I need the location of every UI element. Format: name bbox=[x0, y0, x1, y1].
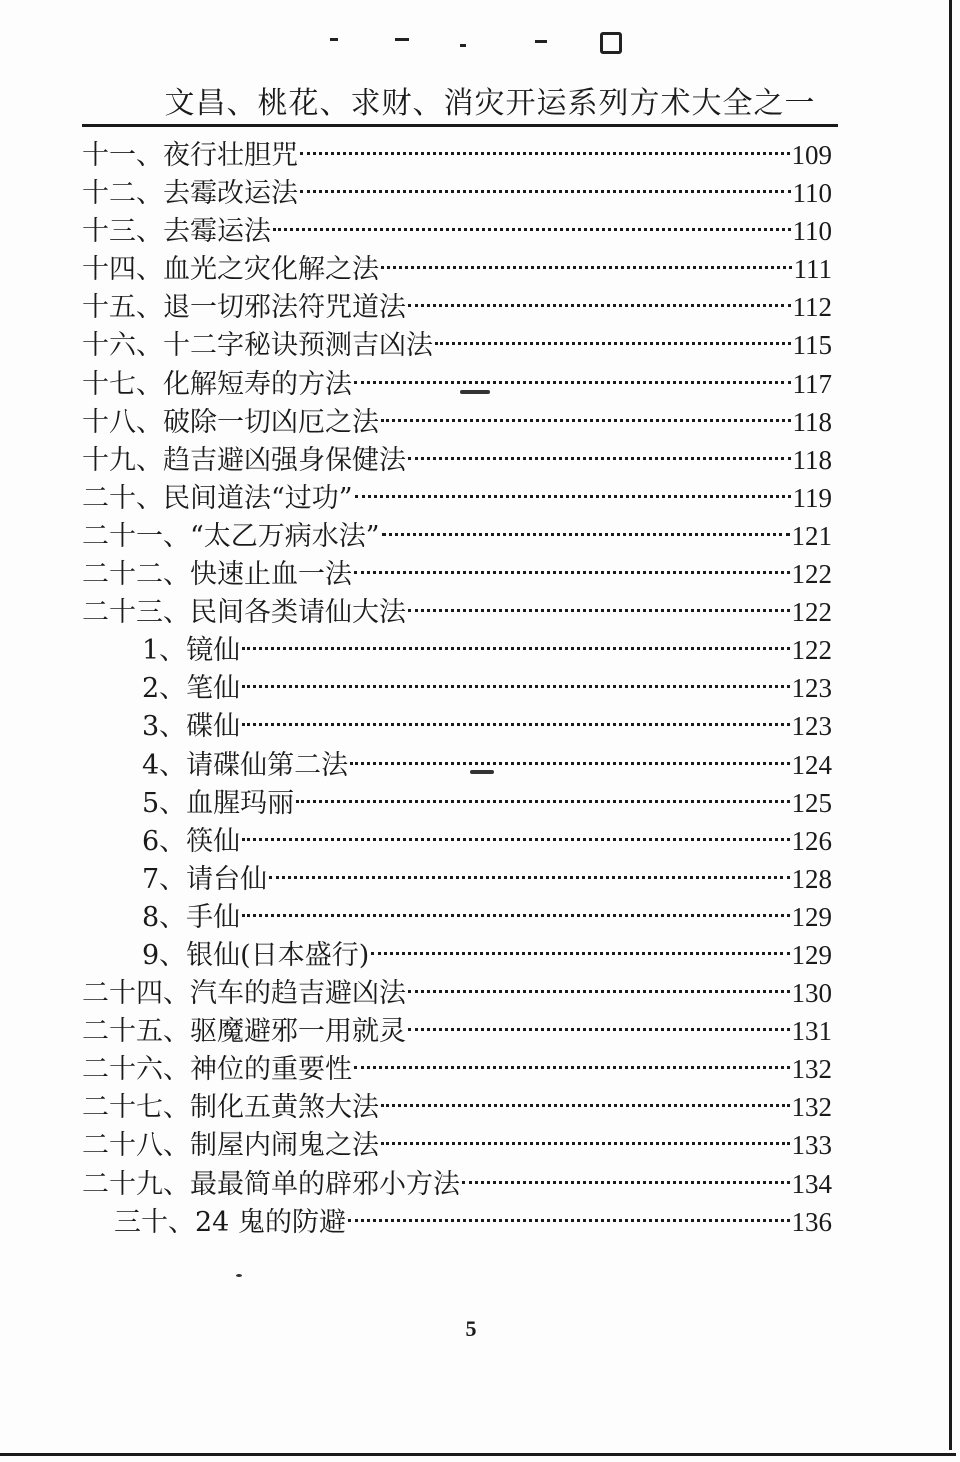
toc-entry bbox=[82, 441, 832, 479]
toc-entry bbox=[82, 326, 832, 364]
toc-entry bbox=[82, 288, 832, 326]
toc-dot-leader bbox=[242, 723, 789, 726]
toc-dot-leader bbox=[350, 762, 789, 765]
toc-entry-title: 十三、去霉运法 bbox=[82, 216, 271, 248]
toc-entry-title: 5、血腥玛丽 bbox=[142, 787, 295, 819]
toc-dot-leader bbox=[242, 838, 789, 841]
toc-dot-leader bbox=[348, 1219, 790, 1222]
toc-entry bbox=[82, 1165, 832, 1203]
toc-entry-title: 三十、24 鬼的防避 bbox=[114, 1206, 346, 1238]
toc-dot-leader bbox=[408, 990, 790, 993]
toc-entry bbox=[82, 746, 832, 784]
toc-dot-leader bbox=[408, 609, 790, 612]
toc-entry-title: 十五、退一切邪法符咒道法 bbox=[82, 292, 406, 324]
scan-speck bbox=[470, 770, 494, 774]
toc-entry bbox=[82, 517, 832, 555]
toc-entry bbox=[82, 1126, 832, 1164]
toc-dot-leader bbox=[296, 800, 789, 803]
toc-entry bbox=[82, 1050, 832, 1088]
toc-entry-title: 十一、夜行壮胆咒 bbox=[82, 140, 298, 171]
toc-dot-leader bbox=[242, 647, 789, 650]
toc-entry-page: 122 bbox=[791, 597, 832, 628]
toc-entry-title: 2、笔仙 bbox=[142, 673, 241, 705]
toc-entry bbox=[82, 974, 832, 1012]
toc-entry-page: 128 bbox=[791, 863, 832, 894]
toc-dot-leader bbox=[355, 495, 791, 498]
toc-entry bbox=[82, 860, 832, 898]
toc-entry-title: 十四、血光之灾化解之法 bbox=[82, 254, 379, 286]
toc-entry-page: 112 bbox=[792, 292, 832, 323]
toc-entry-title: 二十九、最最简单的辟邪小方法 bbox=[82, 1168, 460, 1200]
toc-dot-leader bbox=[381, 1142, 790, 1145]
toc-dot-leader bbox=[462, 1181, 790, 1184]
toc-entry-title: 十七、化解短寿的方法 bbox=[82, 368, 352, 400]
toc-entry-title: 7、请台仙 bbox=[142, 863, 268, 895]
toc-entry-title: 二十、民间道法“过功” bbox=[82, 482, 353, 514]
toc-entry-page: 111 bbox=[793, 254, 832, 285]
toc-dot-leader bbox=[381, 1104, 790, 1107]
toc-dot-leader bbox=[300, 152, 790, 155]
toc-entry bbox=[82, 669, 832, 707]
toc-entry-title: 6、筷仙 bbox=[142, 825, 241, 857]
toc-entry-page: 122 bbox=[791, 559, 832, 590]
toc-entry bbox=[82, 1088, 832, 1126]
scan-speck bbox=[460, 390, 490, 394]
toc-entry-page: 133 bbox=[791, 1130, 832, 1161]
toc-entry-title: 二十六、神位的重要性 bbox=[82, 1054, 352, 1086]
toc-entry-page: 129 bbox=[791, 901, 832, 932]
toc-entry bbox=[82, 250, 832, 288]
toc-entry-title: 二十一、“太乙万病水法” bbox=[82, 520, 380, 552]
toc-entry bbox=[82, 403, 832, 441]
toc-entry-page: 123 bbox=[791, 711, 832, 742]
toc-entry bbox=[82, 593, 832, 631]
toc-entry-page: 110 bbox=[792, 178, 832, 209]
toc-entry bbox=[82, 1012, 832, 1050]
toc-entry-page: 132 bbox=[791, 1054, 832, 1085]
toc-entry-page: 118 bbox=[792, 406, 832, 437]
table-of-contents bbox=[82, 136, 832, 1241]
page-edge-right bbox=[949, 0, 952, 1450]
toc-entry-page: 129 bbox=[791, 939, 832, 970]
toc-dot-leader bbox=[408, 457, 791, 460]
toc-entry-title: 十六、十二字秘诀预测吉凶法 bbox=[82, 330, 433, 362]
toc-entry-title: 8、手仙 bbox=[142, 901, 241, 933]
toc-entry-title: 4、请碟仙第二法 bbox=[142, 749, 349, 781]
toc-entry-title: 3、碟仙 bbox=[142, 711, 241, 743]
toc-entry bbox=[82, 898, 832, 936]
toc-dot-leader bbox=[371, 952, 789, 955]
toc-dot-leader bbox=[354, 1066, 790, 1069]
toc-entry-page: 136 bbox=[791, 1206, 832, 1237]
toc-entry-page: 121 bbox=[791, 520, 832, 551]
toc-dot-leader bbox=[408, 304, 791, 307]
toc-entry bbox=[82, 1203, 832, 1241]
toc-entry bbox=[82, 707, 832, 745]
toc-dot-leader bbox=[381, 266, 792, 269]
toc-entry-title: 二十三、民间各类请仙大法 bbox=[82, 597, 406, 629]
toc-dot-leader bbox=[269, 876, 789, 879]
toc-dot-leader bbox=[300, 190, 791, 193]
toc-entry-page: 132 bbox=[791, 1092, 832, 1123]
toc-entry-page: 122 bbox=[791, 635, 832, 666]
toc-entry-page: 131 bbox=[791, 1016, 832, 1047]
toc-dot-leader bbox=[354, 571, 790, 574]
toc-entry-title: 9、银仙(日本盛行) bbox=[142, 939, 370, 971]
toc-entry-title: 十九、趋吉避凶强身保健法 bbox=[82, 444, 406, 476]
toc-dot-leader bbox=[242, 914, 789, 917]
toc-entry-title: 1、镜仙 bbox=[142, 635, 241, 667]
toc-entry-page: 109 bbox=[791, 140, 832, 170]
toc-entry-page: 115 bbox=[792, 330, 832, 361]
toc-entry-title: 二十四、汽车的趋吉避凶法 bbox=[82, 978, 406, 1010]
toc-entry bbox=[82, 822, 832, 860]
header-rule bbox=[82, 124, 838, 127]
toc-entry bbox=[82, 174, 832, 212]
toc-dot-leader bbox=[382, 533, 790, 536]
toc-entry-title: 二十八、制屋内闹鬼之法 bbox=[82, 1130, 379, 1162]
toc-entry-title: 十二、去霉改运法 bbox=[82, 178, 298, 210]
toc-entry bbox=[82, 212, 832, 250]
toc-entry bbox=[82, 136, 832, 174]
page-number: 5 bbox=[465, 1316, 477, 1341]
toc-entry-page: 134 bbox=[791, 1168, 832, 1199]
toc-entry-page: 124 bbox=[791, 749, 832, 780]
toc-entry-page: 110 bbox=[792, 216, 832, 247]
scan-noise bbox=[300, 22, 660, 62]
toc-entry bbox=[82, 784, 832, 822]
toc-entry-page: 130 bbox=[791, 978, 832, 1009]
toc-dot-leader bbox=[273, 228, 791, 231]
scan-speck bbox=[236, 1274, 242, 1277]
toc-entry-page: 125 bbox=[791, 787, 832, 818]
page-edge-bottom bbox=[0, 1453, 956, 1456]
running-head: 文昌、桃花、求财、消灾开运系列方术大全之一 bbox=[164, 86, 816, 121]
toc-dot-leader bbox=[435, 342, 791, 345]
toc-dot-leader bbox=[242, 685, 789, 688]
toc-entry-title: 二十二、快速止血一法 bbox=[82, 559, 352, 591]
toc-entry bbox=[82, 365, 832, 403]
toc-entry-title: 二十七、制化五黄煞大法 bbox=[82, 1092, 379, 1124]
toc-entry-page: 117 bbox=[792, 368, 832, 399]
toc-entry bbox=[82, 479, 832, 517]
toc-dot-leader bbox=[354, 381, 791, 384]
toc-entry bbox=[82, 555, 832, 593]
toc-entry-page: 123 bbox=[791, 673, 832, 704]
toc-entry-page: 126 bbox=[791, 825, 832, 856]
toc-entry-title: 二十五、驱魔避邪一用就灵 bbox=[82, 1016, 406, 1048]
toc-entry-page: 118 bbox=[792, 444, 832, 475]
toc-entry-title: 十八、破除一切凶厄之法 bbox=[82, 406, 379, 438]
toc-entry-page: 119 bbox=[792, 482, 832, 513]
toc-dot-leader bbox=[408, 1028, 790, 1031]
toc-dot-leader bbox=[381, 419, 791, 422]
toc-entry bbox=[82, 631, 832, 669]
toc-entry bbox=[82, 936, 832, 974]
